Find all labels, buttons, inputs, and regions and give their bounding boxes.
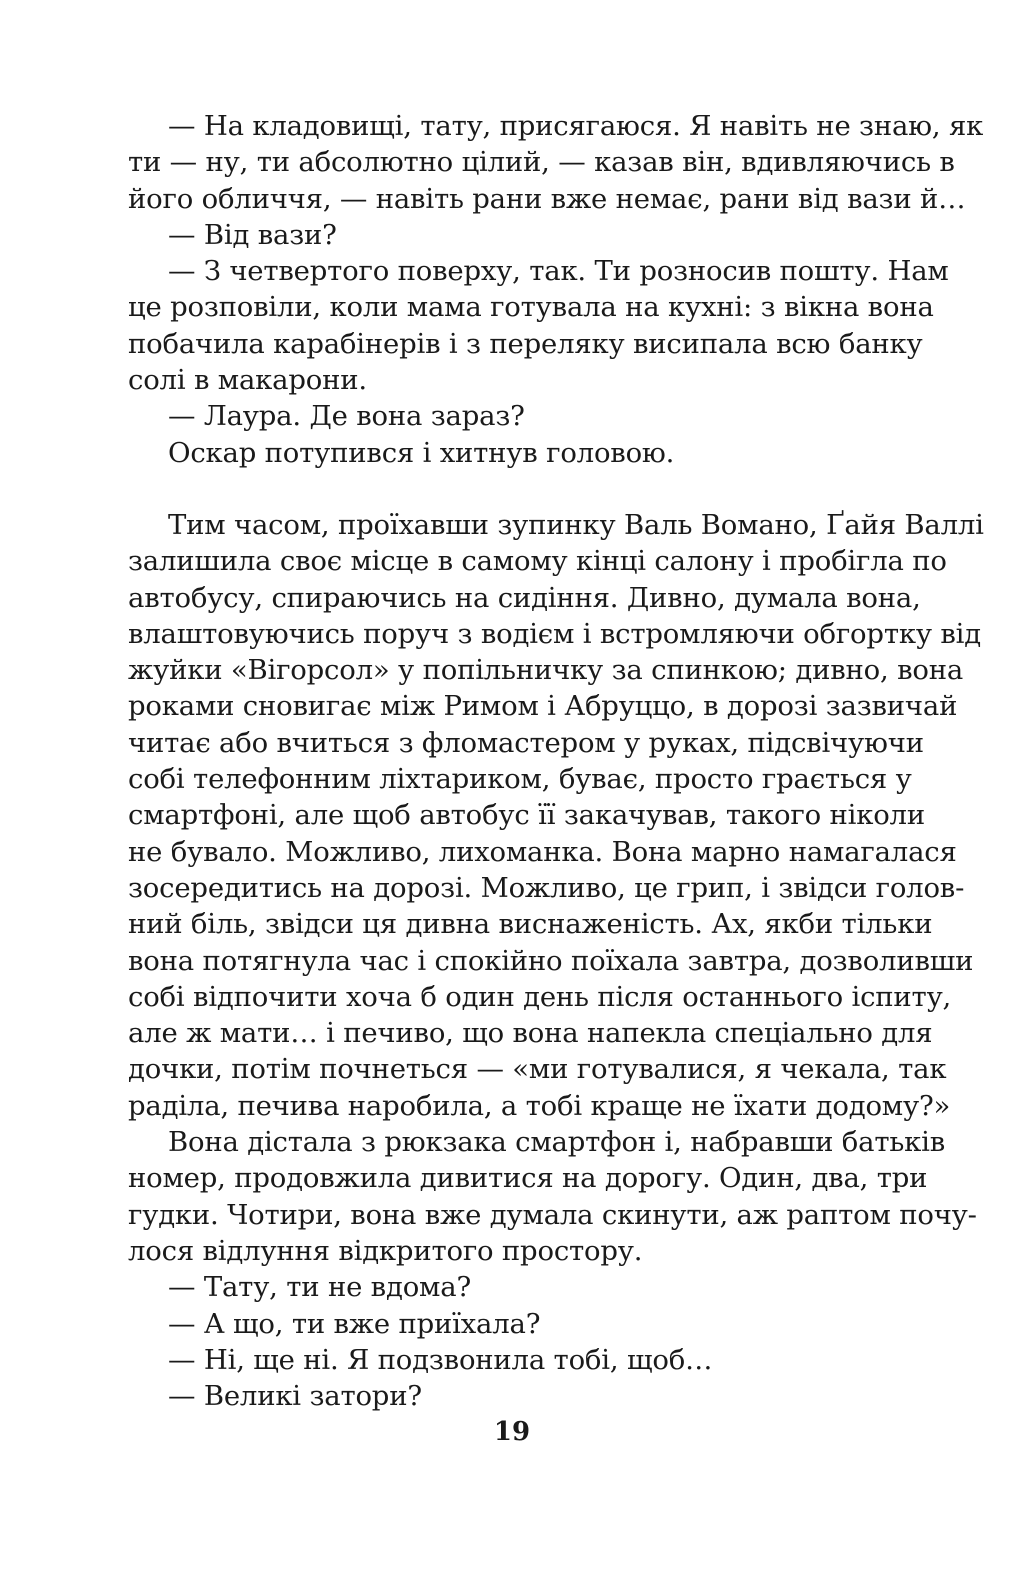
text-line: — Лаура. Де вона зараз? bbox=[168, 400, 525, 433]
text-line: — На кладовищі, тату, присягаюся. Я навіть не знаю, як bbox=[168, 110, 984, 142]
text-line: — Від вази? bbox=[168, 218, 337, 251]
text-line: собі відпочити хоча б один день після останнього іспиту, bbox=[128, 980, 952, 1013]
text-line: — А що, ти вже приїхала? bbox=[168, 1307, 541, 1340]
text-line: зосередитись на дорозі. Можливо, це грип, і звідси голов- bbox=[128, 871, 965, 904]
text-line: залишила своє місце в самому кінці салону і пробігла по bbox=[128, 545, 947, 578]
text-block-2 bbox=[128, 507, 984, 1414]
text-line: Оскар потупився і хитнув головою. bbox=[168, 436, 675, 469]
text-line: дочки, потім почнеться — «ми готувалися, я чекала, так bbox=[128, 1053, 947, 1086]
text-line: — Ні, ще ні. Я подзвонила тобі, щоб… bbox=[168, 1343, 713, 1376]
text-line: автобусу, спираючись на сидіння. Дивно, думала вона, bbox=[128, 581, 921, 614]
text-line: — Тату, ти не вдома? bbox=[168, 1271, 471, 1304]
section-gap bbox=[128, 471, 900, 507]
text-line: але ж мати… і печиво, що вона напекла спеціально для bbox=[128, 1017, 933, 1050]
text-line: це розповіли, коли мама готувала на кухні: з вікна вона bbox=[128, 291, 934, 324]
text-line: Тим часом, проїхавши зупинку Валь Вомано, Ґайя Валлі bbox=[168, 508, 984, 541]
text-line: його обличчя, — навіть рани вже немає, рани від вази й… bbox=[128, 182, 966, 215]
text-line: гудки. Чотири, вона вже думала скинути, аж раптом почу- bbox=[128, 1198, 977, 1231]
text-line: собі телефонним ліхтариком, буває, просто грається у bbox=[128, 763, 912, 796]
text-line: читає або вчиться з фломастером у руках, підсвічуючи bbox=[128, 726, 924, 759]
text-line: — Великі затори? bbox=[168, 1380, 422, 1413]
page-number: 19 bbox=[493, 1417, 531, 1447]
text-line: роками сновигає між Римом і Абруццо, в дорозі зазвичай bbox=[128, 690, 958, 723]
text-line: ний біль, звідси ця дивна виснаженість. Ах, якби тільки bbox=[128, 908, 933, 941]
text-line: Вона дістала з рюкзака смартфон і, набравши батьків bbox=[168, 1126, 946, 1159]
text-line: лося відлуння відкритого простору. bbox=[128, 1234, 643, 1267]
text-line: жуйки «Вігорсол» у попільничку за спинкою; дивно, вона bbox=[128, 654, 964, 687]
text-line: раділа, печива наробила, а тобі краще не їхати додому?» bbox=[128, 1089, 951, 1122]
page-body bbox=[128, 108, 984, 1414]
text-line: солі в макарони. bbox=[128, 364, 367, 397]
text-line: — З четвертого поверху, так. Ти розносив пошту. Нам bbox=[168, 255, 949, 288]
text-block-1 bbox=[128, 108, 984, 471]
text-line: не бувало. Можливо, лихоманка. Вона марно намагалася bbox=[128, 835, 957, 868]
text-line: влаштовуючись поруч з водієм і встромляючи обгортку від bbox=[128, 617, 981, 650]
text-line: ти — ну, ти абсолютно цілий, — казав він, вдивляючись в bbox=[128, 146, 955, 179]
text-line: вона потягнула час і спокійно поїхала завтра, дозволивши bbox=[128, 944, 974, 977]
text-line: номер, продовжила дивитися на дорогу. Один, два, три bbox=[128, 1162, 928, 1195]
text-line: побачила карабінерів і з переляку висипала всю банку bbox=[128, 327, 923, 360]
text-line: смартфоні, але щоб автобус її закачував, такого ніколи bbox=[128, 799, 925, 832]
